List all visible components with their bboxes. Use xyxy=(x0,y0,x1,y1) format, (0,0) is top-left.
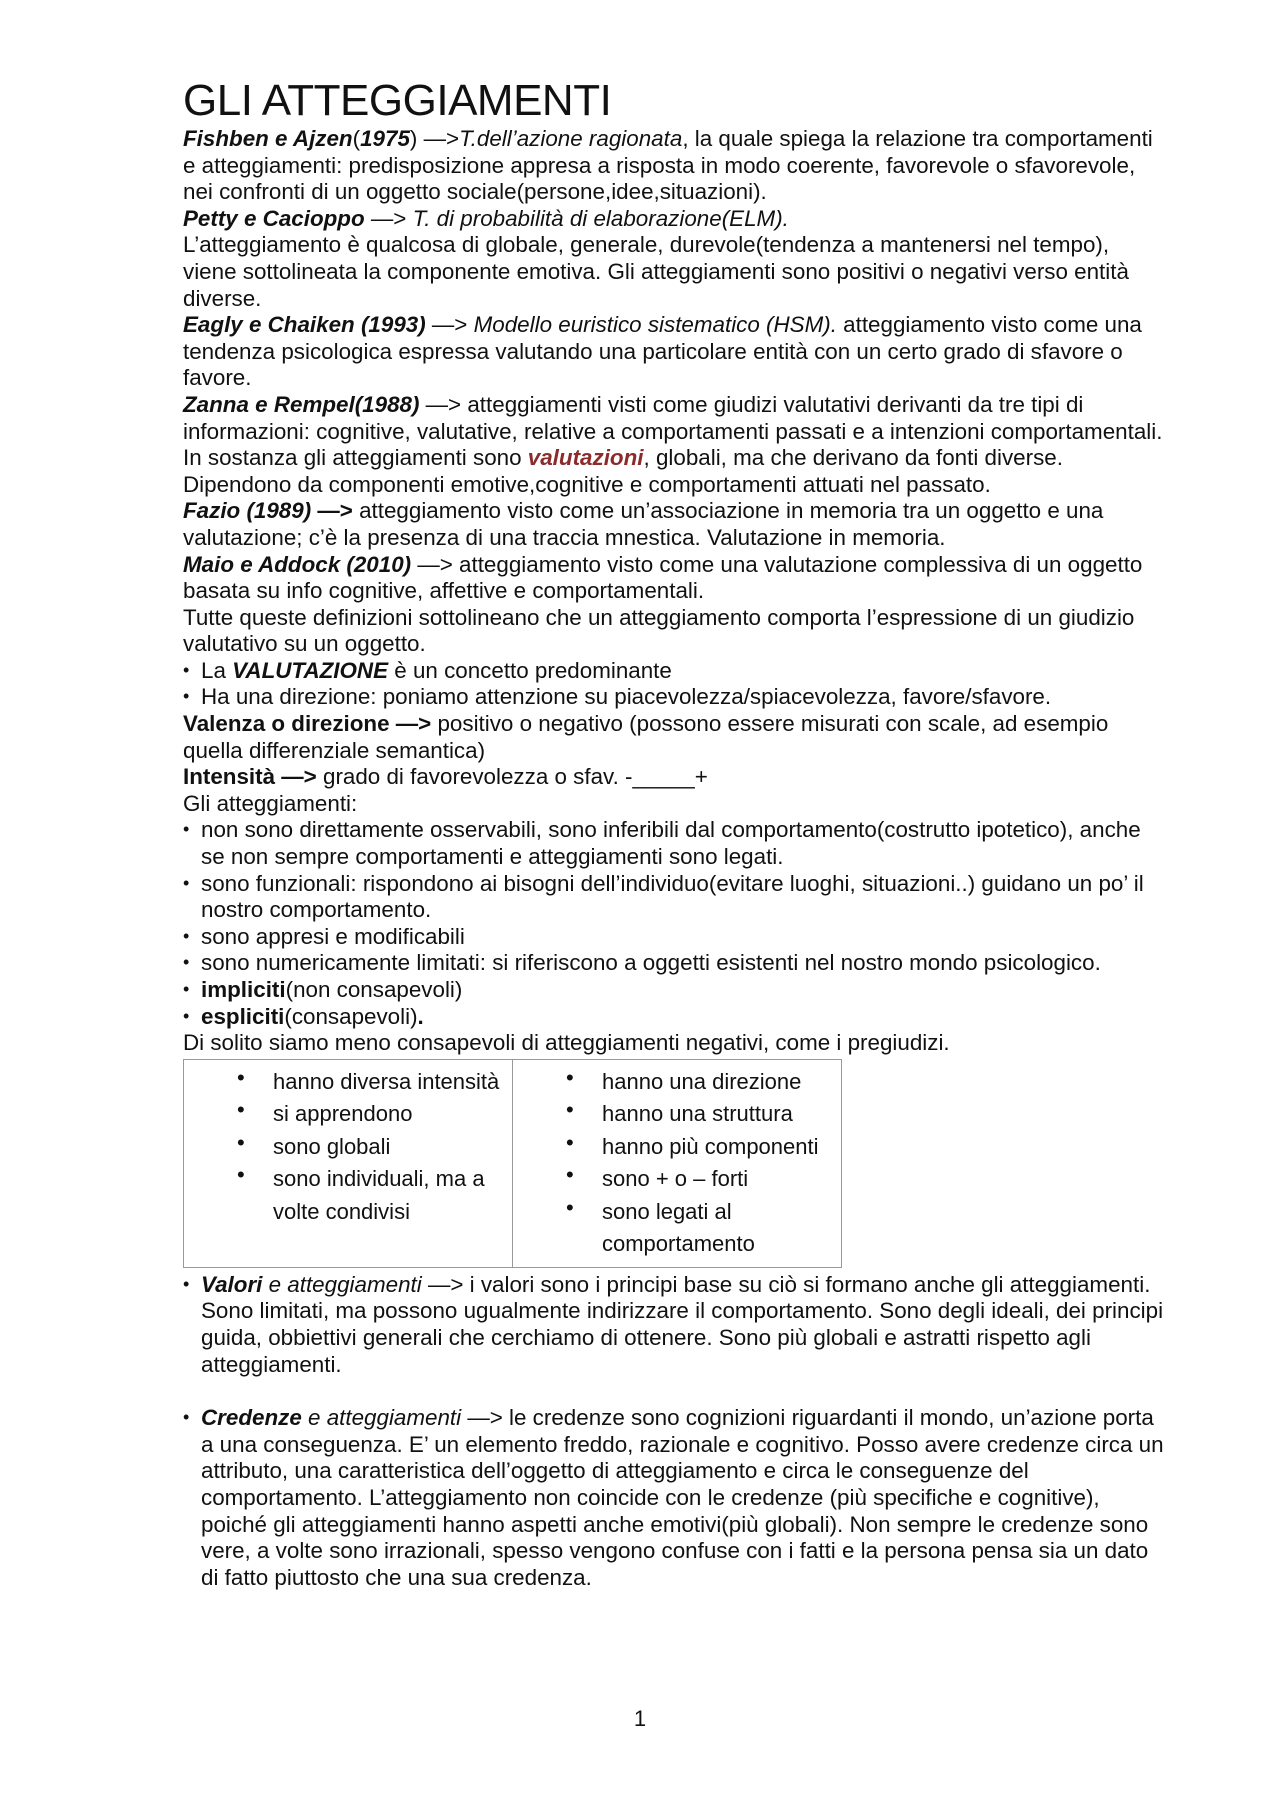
paragraph-fishben: Fishben e Ajzen(1975) —>T.dell’azione ragionata, la quale spiega la relazione tra comportamenti e atteggiamenti: predisposizione appresa a risposta in modo coerente, favorevole o sfavorevole, nei confronti di un oggetto sociale(persone,idee,situazioni). xyxy=(183,126,1153,205)
theory-name: Modello euristico sistematico (HSM). xyxy=(473,312,837,338)
list-item: • La VALUTAZIONE è un concetto predominante xyxy=(183,658,1168,685)
table-cell-right xyxy=(513,1059,842,1267)
theory-name: T.dell’azione ragionata xyxy=(459,126,683,151)
document-page xyxy=(183,78,1168,1591)
author-name: Eagly e Chaiken (1993) xyxy=(183,312,426,338)
list-item: • non sono direttamente osservabili, sono inferibili dal comportamento(costrutto ipotetico), anche se non sempre comportamenti e atteggiamenti sono legati. xyxy=(183,817,1168,870)
list-item: • sono funzionali: rispondono ai bisogni dell’individuo(evitare luoghi, situazioni..) guidano un po’ il nostro comportamento. xyxy=(183,871,1168,924)
page-number: 1 xyxy=(633,1706,647,1731)
list-item: • espliciti(consapevoli). xyxy=(183,1004,1168,1031)
list-item: • Credenze e atteggiamenti —> le credenze sono cognizioni riguardanti il mondo, un’azione porta a una conseguenza. E’ un elemento freddo, razionale e cognitivo. Posso avere credenze circa un attributo, una caratteristica dell’oggetto di atteggiamento e circa le conseguenze del comportamento. L’atteggiamento non coincide con le credenze (più specifiche e cognitive), poiché gli atteggiamenti hanno aspetti anche emotivi(più globali). Non sempre le credenze sono vere, a volte sono irrazionali, spesso vengono confuse con i fatti e la persona pensa sia un dato di fatto piuttosto che una sua credenza. xyxy=(183,1405,1168,1591)
table-list-item: • sono legati al comportamento xyxy=(551,1196,829,1261)
highlight-valutazioni: valutazioni xyxy=(527,445,644,471)
table-list-item: • sono individuali, ma a volte condivisi xyxy=(222,1163,500,1228)
paragraph-valenza: Valenza o direzione —> positivo o negativo (possono essere misurati con scale, ad esempio quella differenziale semantica) xyxy=(183,711,1109,763)
paragraph-petty-body: L’atteggiamento è qualcosa di globale, generale, durevole(tendenza a mantenersi nel tempo), viene sottolineata la componente emotiva. Gli atteggiamenti sono positivi o negativi verso entità diverse. xyxy=(183,232,1129,311)
paragraph-fazio: Fazio (1989) —> atteggiamento visto come un’associazione in memoria tra un oggetto e una valutazione; c’è la presenza di una traccia mnestica. Valutazione in memoria. xyxy=(183,498,1104,550)
paragraph-maio: Maio e Addock (2010) —> atteggiamento visto come una valutazione complessiva di un oggetto basata su info cognitive, affettive e comportamentali. xyxy=(183,551,1143,604)
table-list-item: • sono globali xyxy=(222,1131,500,1164)
page-title: GLI ATTEGGIAMENTI xyxy=(183,76,612,125)
paragraph-petty: Petty e Cacioppo —> T. di probabilità di elaborazione(ELM). xyxy=(183,205,789,231)
bullet-list-valori xyxy=(183,1272,1168,1378)
author-name: Maio e Addock (2010) xyxy=(183,551,412,577)
table-list-item: • si apprendono xyxy=(222,1098,500,1131)
paragraph-di-solito: Di solito siamo meno consapevoli di atteggiamenti negativi, come i pregiudizi. xyxy=(183,1030,950,1056)
list-item: • Ha una direzione: poniamo attenzione su piacevolezza/spiacevolezza, favore/sfavore. xyxy=(183,684,1168,711)
author-name: Petty e Cacioppo xyxy=(183,205,365,231)
theory-name: T. di probabilità di elaborazione(ELM). xyxy=(412,205,789,231)
list-item: • impliciti(non consapevoli) xyxy=(183,977,1168,1004)
paragraph-eagly: Eagly e Chaiken (1993) —> Modello euristico sistematico (HSM). atteggiamento visto come una tendenza psicologica espressa valutando una particolare entità con un certo grado di sfavore o favore. xyxy=(183,312,1142,391)
list-item: • sono appresi e modificabili xyxy=(183,924,1168,951)
table-list-item: • hanno una struttura xyxy=(551,1098,829,1131)
paragraph-zanna: Zanna e Rempel(1988) —> atteggiamenti visti come giudizi valutativi derivanti da tre tipi di informazioni: cognitive, valutative, relative a comportamenti passati e a intenzioni comportamentali. In sostanza gli atteggiamenti sono valutazioni, globali, ma che derivano da fonti diverse. Dipendono da componenti emotive,cognitive e comportamenti attuati nel passato. xyxy=(183,391,1163,497)
table-list-item: • hanno diversa intensità xyxy=(222,1066,500,1099)
paragraph-summary: Tutte queste definizioni sottolineano che un atteggiamento comporta l’espressione di un giudizio valutativo su un oggetto. xyxy=(183,604,1135,657)
list-item: • Valori e atteggiamenti —> i valori sono i principi base su ciò si formano anche gli atteggiamenti. Sono limitati, ma possono ugualmente indirizzare il comportamento. Sono degli ideali, dei principi guida, obbiettivi generali che cerchiamo di ottenere. Sono più globali e astratti rispetto agli atteggiamenti. xyxy=(183,1272,1168,1378)
table-list-item: • hanno una direzione xyxy=(551,1066,829,1099)
author-name: Fishben e Ajzen xyxy=(183,126,353,151)
paragraph-intensita: Intensità —> grado di favorevolezza o sfav. -_____+ xyxy=(183,764,708,790)
properties-table xyxy=(183,1059,842,1268)
table-cell-left xyxy=(184,1059,513,1267)
bullet-list-valutazione xyxy=(183,658,1168,711)
table-list-item: • hanno più componenti xyxy=(551,1131,829,1164)
bullet-list-credenze xyxy=(183,1405,1168,1591)
paragraph-gli-atteggiamenti: Gli atteggiamenti: xyxy=(183,790,358,816)
table-list-item: • sono + o – forti xyxy=(551,1163,829,1196)
bullet-list-properties xyxy=(183,817,1168,1030)
list-item: • sono numericamente limitati: si riferiscono a oggetti esistenti nel nostro mondo psicologico. xyxy=(183,950,1168,977)
author-name: Zanna e Rempel(1988) xyxy=(183,391,420,417)
author-name: Fazio (1989) xyxy=(183,498,312,524)
